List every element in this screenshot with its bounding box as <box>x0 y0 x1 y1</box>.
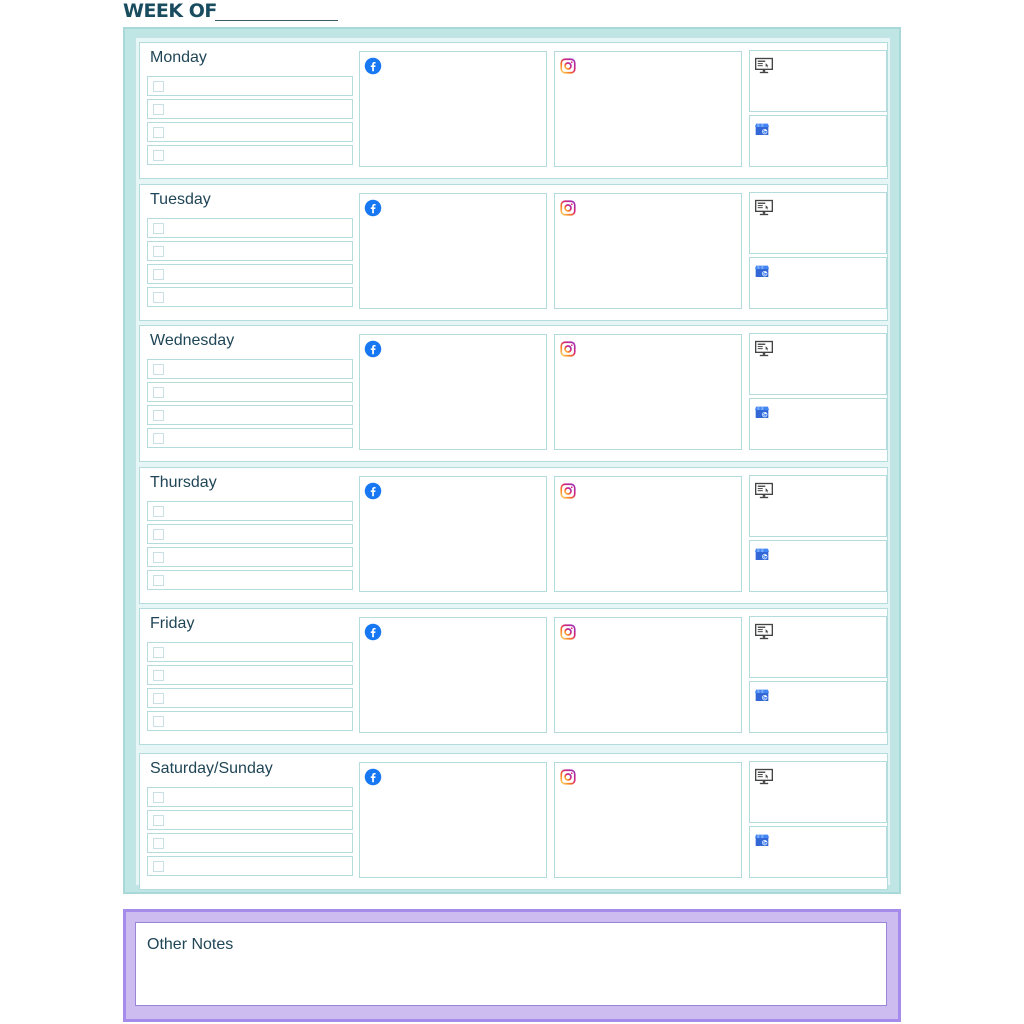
computer-monitor-icon <box>754 622 772 640</box>
day-label: Monday <box>150 49 207 66</box>
task-checkbox[interactable] <box>153 815 164 826</box>
day-section <box>139 42 888 179</box>
task-checkbox[interactable] <box>153 387 164 398</box>
task-row[interactable] <box>147 428 353 448</box>
task-row[interactable] <box>147 665 353 685</box>
google-business-post-box[interactable] <box>749 257 887 309</box>
instagram-icon <box>559 623 577 641</box>
task-checkbox[interactable] <box>153 364 164 375</box>
other-notes-label: Other Notes <box>147 936 234 953</box>
facebook-post-box[interactable] <box>359 193 547 309</box>
task-checkbox[interactable] <box>153 292 164 303</box>
task-row[interactable] <box>147 264 353 284</box>
task-row[interactable] <box>147 833 353 853</box>
task-checkbox[interactable] <box>153 81 164 92</box>
instagram-icon <box>559 199 577 217</box>
task-checkbox[interactable] <box>153 269 164 280</box>
google-business-post-box[interactable] <box>749 398 887 450</box>
instagram-icon <box>559 57 577 75</box>
day-section <box>139 184 888 321</box>
facebook-icon <box>364 199 382 217</box>
task-checkbox[interactable] <box>153 552 164 563</box>
facebook-post-box[interactable] <box>359 51 547 167</box>
instagram-post-box[interactable] <box>554 617 742 733</box>
computer-monitor-icon <box>754 198 772 216</box>
task-checkbox[interactable] <box>153 861 164 872</box>
google-business-post-box[interactable] <box>749 681 887 733</box>
computer-monitor-icon <box>754 481 772 499</box>
planner-inner <box>135 37 891 886</box>
website-post-box[interactable] <box>749 50 887 112</box>
task-row[interactable] <box>147 501 353 521</box>
facebook-icon <box>364 623 382 641</box>
google-business-post-box[interactable] <box>749 115 887 167</box>
task-checkbox[interactable] <box>153 670 164 681</box>
task-checkbox[interactable] <box>153 127 164 138</box>
task-checkbox[interactable] <box>153 693 164 704</box>
task-row[interactable] <box>147 99 353 119</box>
other-notes-box[interactable] <box>135 922 887 1006</box>
website-post-box[interactable] <box>749 192 887 254</box>
day-label: Tuesday <box>150 191 211 208</box>
day-label: Friday <box>150 615 195 632</box>
task-checkbox[interactable] <box>153 575 164 586</box>
computer-monitor-icon <box>754 767 772 785</box>
task-checkbox[interactable] <box>153 529 164 540</box>
instagram-post-box[interactable] <box>554 193 742 309</box>
task-checkbox[interactable] <box>153 716 164 727</box>
task-row[interactable] <box>147 145 353 165</box>
day-section <box>139 467 888 604</box>
page-title: WEEK OF <box>123 0 217 22</box>
task-row[interactable] <box>147 547 353 567</box>
day-label: Wednesday <box>150 332 235 349</box>
task-checkbox[interactable] <box>153 792 164 803</box>
instagram-icon <box>559 768 577 786</box>
day-label: Saturday/Sunday <box>150 760 273 777</box>
task-row[interactable] <box>147 711 353 731</box>
computer-monitor-icon <box>754 339 772 357</box>
task-row[interactable] <box>147 382 353 402</box>
task-row[interactable] <box>147 76 353 96</box>
task-checkbox[interactable] <box>153 246 164 257</box>
google-my-business-icon <box>754 832 772 850</box>
google-my-business-icon <box>754 546 772 564</box>
instagram-icon <box>559 340 577 358</box>
computer-monitor-icon <box>754 56 772 74</box>
task-checkbox[interactable] <box>153 647 164 658</box>
task-row[interactable] <box>147 856 353 876</box>
task-row[interactable] <box>147 524 353 544</box>
instagram-post-box[interactable] <box>554 476 742 592</box>
task-checkbox[interactable] <box>153 150 164 161</box>
task-row[interactable] <box>147 688 353 708</box>
facebook-post-box[interactable] <box>359 617 547 733</box>
day-section <box>139 753 888 890</box>
task-row[interactable] <box>147 570 353 590</box>
task-checkbox[interactable] <box>153 410 164 421</box>
task-row[interactable] <box>147 810 353 830</box>
website-post-box[interactable] <box>749 761 887 823</box>
facebook-post-box[interactable] <box>359 476 547 592</box>
task-row[interactable] <box>147 218 353 238</box>
facebook-icon <box>364 57 382 75</box>
google-my-business-icon <box>754 404 772 422</box>
task-checkbox[interactable] <box>153 838 164 849</box>
other-notes-panel <box>123 909 901 1022</box>
task-row[interactable] <box>147 287 353 307</box>
task-row[interactable] <box>147 241 353 261</box>
google-my-business-icon <box>754 121 772 139</box>
google-my-business-icon <box>754 687 772 705</box>
website-post-box[interactable] <box>749 475 887 537</box>
instagram-icon <box>559 482 577 500</box>
task-checkbox[interactable] <box>153 223 164 234</box>
facebook-post-box[interactable] <box>359 762 547 878</box>
google-business-post-box[interactable] <box>749 826 887 878</box>
header <box>123 0 423 26</box>
weekly-planner <box>123 27 901 894</box>
task-row[interactable] <box>147 359 353 379</box>
task-checkbox[interactable] <box>153 506 164 517</box>
task-row[interactable] <box>147 787 353 807</box>
task-row[interactable] <box>147 122 353 142</box>
day-label: Thursday <box>150 474 217 491</box>
task-row[interactable] <box>147 405 353 425</box>
facebook-post-box[interactable] <box>359 334 547 450</box>
website-post-box[interactable] <box>749 333 887 395</box>
day-section <box>139 325 888 462</box>
task-checkbox[interactable] <box>153 104 164 115</box>
website-post-box[interactable] <box>749 616 887 678</box>
task-row[interactable] <box>147 642 353 662</box>
facebook-icon <box>364 340 382 358</box>
week-of-blank-line[interactable] <box>215 20 338 21</box>
google-business-post-box[interactable] <box>749 540 887 592</box>
instagram-post-box[interactable] <box>554 762 742 878</box>
instagram-post-box[interactable] <box>554 334 742 450</box>
facebook-icon <box>364 482 382 500</box>
day-section <box>139 608 888 745</box>
task-checkbox[interactable] <box>153 433 164 444</box>
facebook-icon <box>364 768 382 786</box>
google-my-business-icon <box>754 263 772 281</box>
instagram-post-box[interactable] <box>554 51 742 167</box>
